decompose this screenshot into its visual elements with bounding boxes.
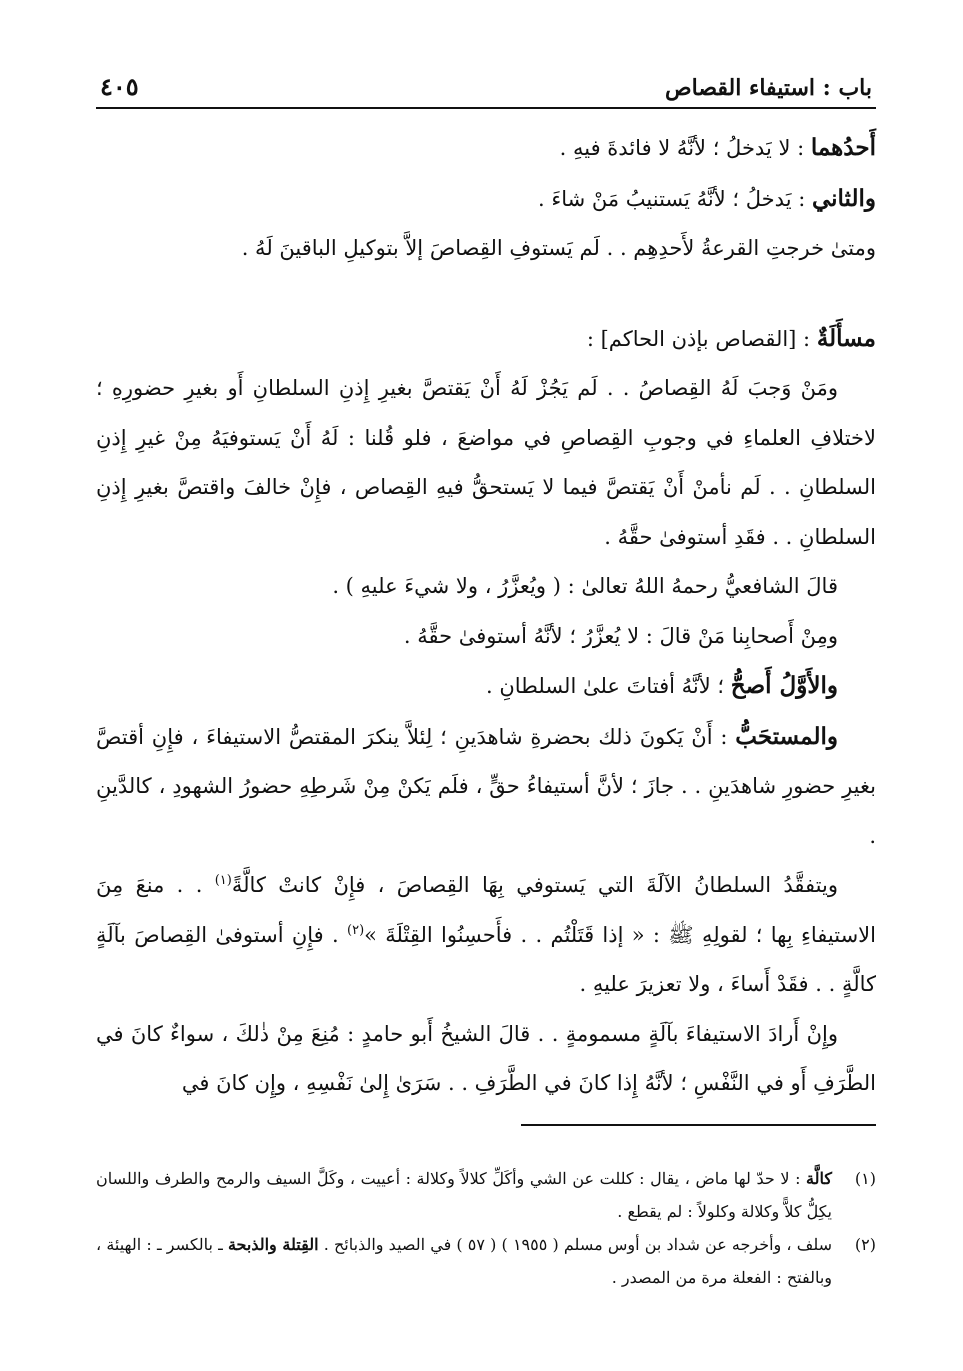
page-number: ٤٠٥ [100, 72, 139, 101]
running-header [96, 72, 876, 109]
footnotes [96, 1162, 876, 1294]
masala-heading [96, 314, 876, 365]
paragraph-1: ومَنْ وَجبَ لَهُ القِصاصُ . . لَم يَجُزْ لَهُ أَنْ يَقتصَّ بغيرِ إِذنِ السلطانِ أَو بغيرِ حضورِهِ ؛ لاختلافِ العلماءِ في وجوبِ القِصاصِ في مواضعَ ، فلو قُلنا : لَهُ أَنْ يَستوفيَهُ مِنْ غيرِ إِذنِ السلطانِ . . لَم نأمنْ أَنْ يَقتصَّ فيما لا يَستحقُّ فيهِ القِصاص ، فإِنْ خالفَ واقتصَّ بغيرِ إِذنِ السلطانِ . . فقَدِ أستوفىٰ حقَّهُ . [96, 376, 876, 549]
footnote-2 [96, 1228, 876, 1294]
spacer [96, 274, 876, 314]
opinion-first [96, 123, 876, 174]
footnote-ref-1[interactable]: (١) [214, 873, 232, 888]
opinion-second [96, 174, 876, 225]
footnote-2-text-cont: ـ بالكسر ـ : الهيئة ، وبالفتح : الفعلة مرة من المصدر . [96, 1235, 832, 1287]
masala-label: مسأَلَةٌ [816, 324, 876, 352]
footnote-2-term: القِتلة والذبحة [227, 1235, 319, 1254]
paragraph-5-text: : أَنْ يَكونَ ذلك بحضرةِ شاهدَينِ ؛ لِئلاَّ ينكرَ المقتصُّ الاستيفاءَ ، فإِنِ أقتصَّ بغيرِ حضورِ شاهدَينِ . . جازَ ؛ لأنَّ أستيفاءُ حقٍّ ، فلَم يَكنْ مِنْ شَرطِهِ حضورُ الشهودِ ، كالدَّينِ . [96, 724, 876, 848]
opinion-first-text: : لا يَدخلُ ؛ لأنَّهُ لا فائدةَ فيهِ . [559, 136, 811, 160]
paragraph-6-part-b: . . منعَ مِنَ الاستيفاءِ بِها ؛ لقولِهِ ﷺ : « إذا قَتَلْتُم . . فأَحسِنُوا القِتْلَةَ » [96, 873, 876, 947]
paragraph-7: وإِنْ أَرادَ الاستيفاءَ بآلَةٍ مسمومةٍ . . قالَ الشيخُ أَبو حامدٍ : مُنِعَ مِنْ ذٰلكَ ، سواءٌ كانَ في الطَّرَفِ أَو في النَّفْسِ ؛ لأنَّهُ إِذا كانَ في الطَّرَفِ . . سَرَىٰ إِلىٰ نَفْسِهِ ، وإِن كانَ في [96, 1021, 876, 1095]
paragraph-6-part-a: ويتفقَّدُ السلطانُ الآلَةَ التي يَستوفي بِهَا القِصاصَ ، فإِنْ كانتْ كالَّةً [231, 873, 838, 897]
paragraph-5 [96, 712, 876, 862]
book-page [96, 72, 876, 1287]
footnote-2-text: سلف ، وأخرجه عن شداد بن أوس مسلم ( ١٩٥٥ ) ( ٥٧ ) في الصيد والذبائح . [318, 1235, 833, 1254]
footnote-1-number: (١) [854, 1169, 876, 1188]
paragraph-6 [96, 861, 876, 1010]
lottery-line: ومتىٰ خرجتِ القرعةُ لأَحدِهِم . . لَم يَستوفِ القِصاصَ إلاَّ بتوكيلِ الباقينَ لَهُ . [241, 236, 876, 260]
footnote-1 [96, 1162, 876, 1228]
opinion-second-text: : يَدخلُ ؛ لأنَّهُ يَستنيبُ مَنْ شاءَ . [537, 186, 812, 211]
paragraph-4 [96, 661, 876, 712]
masala-title: : [القصاص بإذن الحاكم] : [586, 326, 817, 351]
paragraph-2: قالَ الشافعيُّ رحمهُ اللهُ تعالىٰ : ( ويُعزَّرُ ، ولا شيءَ عليهِ ) . [332, 574, 838, 598]
chapter-title: باب : استيفاء القصاص [665, 75, 872, 101]
paragraph-5-label: والمستحَبُّ [735, 722, 838, 750]
paragraph-4-text: ؛ لأنَّهُ أفتاتَ علىٰ السلطانِ . [485, 674, 731, 698]
footnote-divider [521, 1124, 876, 1126]
paragraph-3: ومِنْ أَصحابِنا مَنْ قالَ : لا يُعزَّرُ ؛ لأنَّهُ أستوفىٰ حقَّهُ . [403, 623, 838, 648]
footnote-ref-2[interactable]: (٢) [347, 922, 365, 938]
footnote-1-term: كالَّة [806, 1169, 832, 1188]
paragraph-4-label: والأَوَّلُ أَصحُّ [730, 672, 838, 699]
opinion-first-label: أَحدُهما [810, 134, 876, 161]
footnote-1-text: : لا حدّ لها ماض ، يقال : كللت عن الشي وأكَلِّ كلالاً وكلالة : أعييت ، وكَلَّ السيف والرمح والطرف واللسان يكِلُّ كلاًّ وكلالة وكلولاً : لم يقطع . [96, 1169, 832, 1221]
main-text [96, 123, 876, 1109]
footnote-2-number: (٢) [854, 1235, 876, 1254]
opinion-second-label: والثاني [811, 184, 876, 212]
paragraph-6-part-c: . فإِنِ أستوفىٰ القِصاصَ بآلَةٍ كالَّةٍ . . فقَدْ أَساءَ ، ولا تعزيرَ عليهِ . [96, 922, 876, 996]
